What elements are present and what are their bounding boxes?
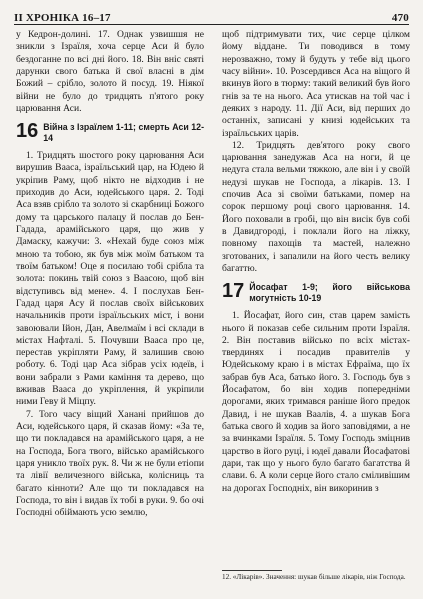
paragraph: 12. Тридцять дев'ятого року свого царювання занедужав Аса на ноги, й це недуга стала вельми тяжкою, але він і у своїй недузі шукав не Господа, а лікарів. 13. І спочив Аса зі своїми батьками, помер на сорок першому році свого царювання. 14. Його поховали в гробі, що він висік був собі в Давидгороді, і поклали його на ліжку, повному пахощів та мастей, належно зготованих, і запалили на його честь велику багаттю.	[222, 139, 410, 274]
chapter-summary: Війна з Ізраїлем 1-11; смерть Аси 12-14	[43, 122, 204, 144]
right-column	[222, 29, 410, 495]
chapter-summary: Йосафат 1-9; його військова могутність 10-19	[249, 282, 410, 304]
paragraph: щоб підтримувати тих, чиє серце цілком йому віддане. Ти поводився в тому нерозважно, тому й будуть у тебе від цього часу війни». 10. Розсердився Аса на віщого й вкинув його в тюрму: такий великий був його гнів за те на нього. Аса утискав на той час і деяких з народу. 11. Дії Аси, від перших до останніх, записані у книзі юдейських та ізраїльських царів.	[222, 29, 410, 139]
page-number: 470	[391, 12, 409, 24]
left-column	[16, 29, 204, 520]
chapter-heading	[16, 121, 204, 144]
chapter-number: 16	[16, 120, 39, 143]
chapter-number: 17	[222, 280, 245, 303]
paragraph: у Кедрон-долині. 17. Однак узвишшя не зникли з Ізраїля, хоча серце Аси й було бездоганне по всі дні його. 18. Він вніс святі дарунки свого батька й свої власні в дім Божий – срібло, золото й посуд. 19. Ніякої війни не було до тридцять п'ятого року царювання Аси.	[16, 29, 204, 114]
book-title: II ХРОНІКА 16–17	[14, 12, 111, 24]
chapter-heading	[222, 281, 410, 304]
running-header	[14, 6, 409, 25]
footnote-divider	[222, 570, 282, 571]
paragraph: 7. Того часу віщий Ханані прийшов до Аси, юдейського царя, й сказав йому: «За те, що ти покладався на арамійського царя, а не на Господа, Бога твого, військо арамійського царя уникло твоїх рук. 8. Чи ж не були етіопи та лівії величезного війська, колісниць та багато кінноти? Але що ти покладався на Господа, то він і видав їх тобі в руки. 9. бо очі Господні обіймають усю землю,	[16, 408, 204, 519]
paragraph: 1. Тридцять шостого року царювання Аси вирушив Вааса, ізраїльський цар, на Юдею й укріпив Раму, щоб нікто не відходив і не приходив до Аси, юдейського царя. 2. Тоді Аса взяв срібло та золото зі скарбниці Божого дому та царського палацу й послав до Бен-Гадада, арамійського царя, що жив у Дамаску, кажучи: 3. «Нехай буде союз між мною та тобою, як був між моїм батьком та твоїм батьком! Оце я посилаю тобі срібла та золота: покинь твій союз з Ваасою, щоб він відступивсь від мене». 4. І послухав Бен-Гадад царя Асу й послав своїх військових начальників проти ізраїльських міст, і вони завоювали Ійон, Дан, Авелмаїм і всі склади в містах Нафталі. 5. Почувши Вааса про це, перестав укріпляти Раму, й залишив свою роботу. 6. Тоді цар Аса зібрав усіх юдеїв, і вони забрали з Рами каміння та дерево, що вживав Вааса до укріплення, й укріпили ними Гевy й Міцпу.	[16, 150, 204, 408]
footnote: 12. «Лікарів». Значення: шукав більше лікарів, ніж Господа.	[222, 573, 406, 581]
paragraph: 1. Йосафат, його син, став царем замість нього й показав себе сильним проти Ізраїля. 2. Він поставив військо по всіх містах-твердинях і посадив правителів у Юдейському краю і в містах Ефраїма, що їх забрав був Аса, батько його. 3. Господь був з Йосафатом, бо він ходив попередніми дорогами, яких тримався раніше його предок Давид, і не шукав Ваалів, 4. а шукав Бога батька свого й ходив за його заповідями, а не за вчинками Ізраїля. 5. Тому Господь зміцнив царство в його руці, і юдеї давали Йосафатові дари, так що у нього було багато багатства й слави. 6. А коли серце його стало сміливішим на дорогах Господніх, він викоринив з	[222, 310, 410, 494]
